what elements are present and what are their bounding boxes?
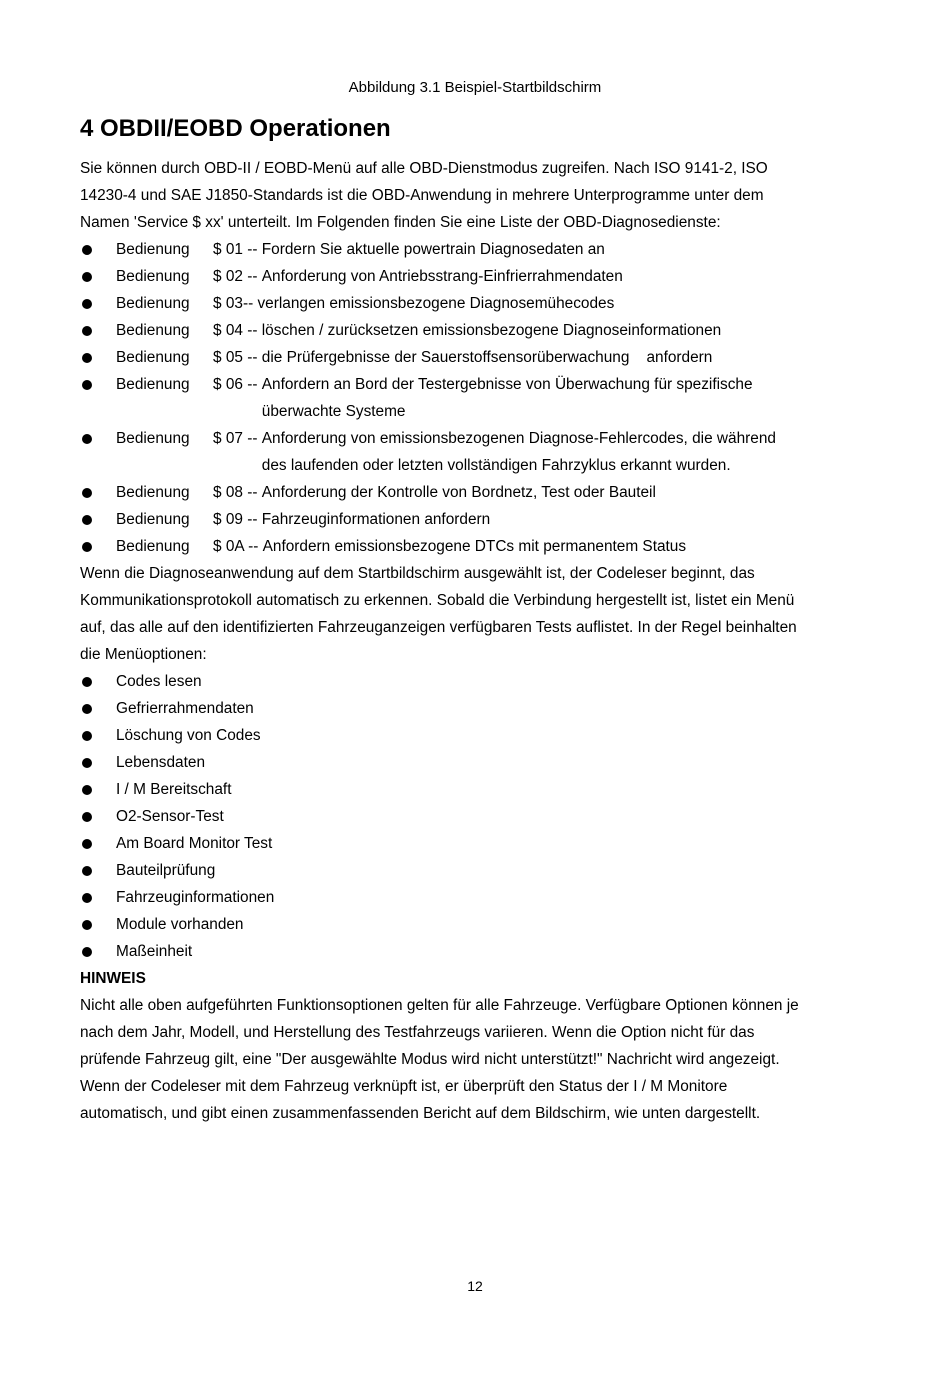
note-paragraph: Nicht alle oben aufgeführten Funktionsoptionen gelten für alle Fahrzeuge. Verfügbare Optionen können je nach dem Jahr, Modell, und Herstellung des Testfahrzeugs variieren. Wenn die Option nicht für das prüfende Fahrzeug gilt, eine "Der ausgewählte Modus wird nicht unterstützt!" Nachricht wird angezeigt. Wenn der Codeleser mit dem Fahrzeug verknüpft ist, er überprüft den Status der I / M Monitore automatisch, und gibt einen zusammenfassenden Bericht auf dem Bildschirm, wie unten dargestellt. (80, 997, 799, 1122)
service-code: $ 01 -- (213, 241, 262, 258)
service-item (80, 317, 800, 344)
menu-option-label: Maßeinheit (116, 943, 193, 960)
section-heading: 4 OBDII/EOBD Operationen (80, 115, 391, 142)
service-item (80, 371, 800, 425)
service-description: Fahrzeuginformationen anfordern (261, 511, 491, 528)
bullet-icon (82, 326, 92, 336)
body-text (80, 155, 800, 1127)
menu-option-label: O2-Sensor-Test (116, 808, 224, 825)
menu-option (80, 884, 800, 911)
service-description: Anforderung von Antriebsstrang-Einfrierrahmendaten (261, 268, 623, 285)
bullet-icon (82, 434, 92, 444)
service-item (80, 425, 800, 479)
bullet-icon (82, 920, 92, 930)
menu-option (80, 830, 800, 857)
bullet-icon (82, 947, 92, 957)
bullet-icon (82, 353, 92, 363)
service-label: Bedienung (116, 268, 190, 285)
service-item (80, 533, 800, 560)
service-item (80, 479, 800, 506)
bullet-icon (82, 812, 92, 822)
service-description: verlangen emissionsbezogene Diagnosemühecodes (257, 295, 615, 312)
service-item (80, 506, 800, 533)
menu-option (80, 776, 800, 803)
menu-option-label: Codes lesen (116, 673, 202, 690)
page-number: 12 (467, 1278, 483, 1294)
service-description: Anfordern an Bord der Testergebnisse von Überwachung für spezifische überwachte Systeme (261, 376, 753, 420)
menu-option-label: Lebensdaten (116, 754, 206, 771)
service-label: Bedienung (116, 511, 190, 528)
menu-option (80, 668, 800, 695)
service-item (80, 236, 800, 263)
service-code: $ 09 -- (213, 511, 262, 528)
figure-caption: Abbildung 3.1 Beispiel-Startbildschirm (348, 79, 602, 96)
bullet-icon (82, 704, 92, 714)
menu-intro-paragraph: Wenn die Diagnoseanwendung auf dem Startbildschirm ausgewählt ist, der Codeleser beginnt, das Kommunikationsprotokoll automatisch zu erkennen. Sobald die Verbindung hergestellt ist, listet ein Menü auf, das alle auf den identifizierten Fahrzeuganzeigen verfügbaren Tests auflistet. In der Regel beinhalten die Menüoptionen: (80, 565, 797, 663)
service-label: Bedienung (116, 376, 190, 393)
menu-option (80, 938, 800, 965)
bullet-icon (82, 542, 92, 552)
menu-option-label: Gefrierrahmendaten (116, 700, 254, 717)
service-code: $ 03-- (213, 295, 258, 312)
bullet-icon (82, 758, 92, 768)
menu-option-label: Bauteilprüfung (116, 862, 216, 879)
menu-option-label: Fahrzeuginformationen (116, 889, 275, 906)
bullet-icon (82, 866, 92, 876)
menu-option (80, 695, 800, 722)
service-label: Bedienung (116, 484, 190, 501)
service-label: Bedienung (116, 430, 190, 447)
bullet-icon (82, 785, 92, 795)
service-code: $ 05 -- (213, 349, 262, 366)
service-code: $ 06 -- (213, 376, 262, 393)
service-description: löschen / zurücksetzen emissionsbezogene Diagnoseinformationen (261, 322, 722, 339)
menu-options-list (80, 668, 800, 965)
menu-option (80, 749, 800, 776)
bullet-icon (82, 677, 92, 687)
service-code: $ 07 -- (213, 430, 262, 447)
note-title: HINWEIS (80, 970, 146, 987)
bullet-icon (82, 839, 92, 849)
bullet-icon (82, 731, 92, 741)
service-description: Anforderung der Kontrolle von Bordnetz, Test oder Bauteil (261, 484, 656, 501)
service-label: Bedienung (116, 349, 190, 366)
menu-option-label: Module vorhanden (116, 916, 244, 933)
service-item (80, 344, 800, 371)
service-code: $ 02 -- (213, 268, 262, 285)
service-label: Bedienung (116, 538, 190, 555)
service-label: Bedienung (116, 322, 190, 339)
bullet-icon (82, 893, 92, 903)
menu-option-label: Am Board Monitor Test (116, 835, 273, 852)
service-description: Anforderung von emissionsbezogenen Diagnose-Fehlercodes, die während des laufenden oder letzten vollständigen Fahrzyklus erkannt wurden. (261, 430, 776, 474)
service-item (80, 290, 800, 317)
service-description: Fordern Sie aktuelle powertrain Diagnosedaten an (261, 241, 605, 258)
service-label: Bedienung (116, 241, 190, 258)
menu-option (80, 803, 800, 830)
service-description: die Prüfergebnisse der Sauerstoffsensorüberwachung anfordern (261, 349, 713, 366)
service-code: $ 0A -- (213, 538, 263, 555)
bullet-icon (82, 299, 92, 309)
bullet-icon (82, 272, 92, 282)
service-list (80, 236, 800, 560)
bullet-icon (82, 515, 92, 525)
service-item (80, 263, 800, 290)
service-description: Anfordern emissionsbezogene DTCs mit permanentem Status (262, 538, 687, 555)
menu-option-label: Löschung von Codes (116, 727, 261, 744)
service-code: $ 08 -- (213, 484, 262, 501)
bullet-icon (82, 380, 92, 390)
menu-option (80, 857, 800, 884)
menu-option-label: I / M Bereitschaft (116, 781, 232, 798)
menu-option (80, 911, 800, 938)
menu-option (80, 722, 800, 749)
bullet-icon (82, 488, 92, 498)
bullet-icon (82, 245, 92, 255)
service-code: $ 04 -- (213, 322, 262, 339)
service-label: Bedienung (116, 295, 190, 312)
intro-paragraph: Sie können durch OBD-II / EOBD-Menü auf alle OBD-Dienstmodus zugreifen. Nach ISO 9141-2, ISO 14230-4 und SAE J1850-Standards ist die OBD-Anwendung in mehrere Unterprogramme unter dem Namen 'Service $ xx' unterteilt. Im Folgenden finden Sie eine Liste der OBD-Diagnosedienste: (80, 160, 768, 231)
